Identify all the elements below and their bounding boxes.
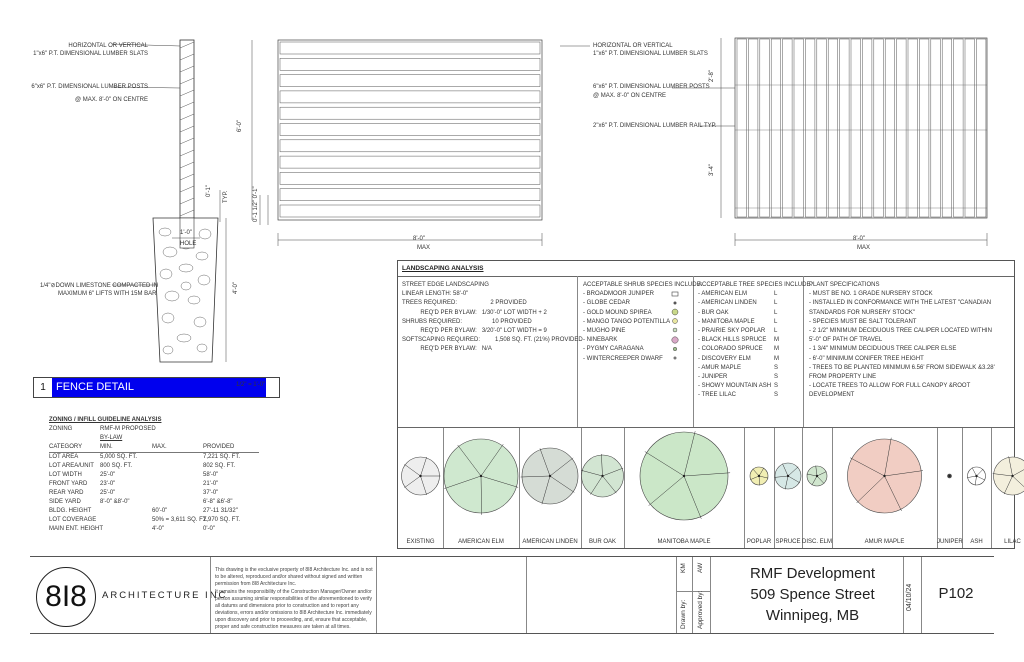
- shrub-item: - PYGMY CARAGANA: [583, 346, 644, 353]
- tree-species-name: - BUR OAK: [698, 309, 729, 316]
- dim-hole: 1'-0": [180, 230, 192, 236]
- tree-species-size: M: [774, 346, 779, 353]
- tree-canopy-icon: [624, 428, 744, 528]
- project-city: Winnipeg, MB: [765, 607, 860, 624]
- tree-symbol-cell: [802, 428, 833, 548]
- fence-note-limestone-2: MAXIMUM 6" LIFTS WITH 15M BAR: [58, 291, 157, 297]
- street-line: STREET EDGE LANDSCAPING: [402, 282, 489, 288]
- street-line: SHRUBS REQUIRED: 10 PROVIDED: [402, 318, 532, 325]
- tree-symbol-label: EXISTING: [406, 539, 435, 545]
- zoning-cell: 7,221 SQ. FT.: [203, 454, 241, 460]
- rnote-rail: 2"x6" P.T. DIMENSIONAL LUMBER RAIL TYP.: [593, 123, 717, 129]
- tree-species-item: [698, 299, 812, 308]
- zoning-cell: 6'-8" &6'-8": [203, 499, 233, 505]
- zoning-cell: BLDG. HEIGHT: [49, 508, 92, 514]
- zoning-cell: 5,000 SQ. FT.: [100, 454, 138, 460]
- detail-number: 1: [40, 382, 46, 393]
- detail-title: FENCE DETAIL: [52, 378, 266, 397]
- tree-symbol-label: MANITOBA MAPLE: [657, 539, 711, 545]
- tree-symbol-cell: [744, 428, 775, 548]
- tree-species-item: [698, 336, 812, 345]
- approved-by-value: AW: [697, 562, 704, 573]
- fence-note-limestone-1: 1/4"⊘DOWN LIMESTONE COMPACTED IN: [40, 283, 158, 289]
- zoning-cell: 60'-0": [152, 508, 168, 514]
- zoning-cell: 2,970 SQ. FT.: [203, 517, 241, 523]
- zoning-row: [49, 516, 259, 525]
- detail-scale: 1/2" = 1'-0": [236, 382, 266, 388]
- dim-slat-gap: 0'-1": [206, 185, 212, 197]
- street-line: REQ'D PER BYLAW: N/A: [402, 346, 492, 353]
- zoning-row: [49, 498, 259, 507]
- disclaimer-ownership: This drawing is the exclusive property of 8I8 Architecture Inc. and is not to be altered, reproduced and/or shared without signed and written permission from 8I8 Architecture Inc.: [215, 567, 373, 587]
- tree-canopy-icon: [744, 428, 774, 528]
- tree-canopy-icon: [519, 428, 581, 528]
- tree-species-item: [698, 290, 812, 299]
- landscaping-analysis-panel: [397, 260, 1021, 549]
- tree-species-size: L: [774, 328, 778, 335]
- tree-species-name: - AMERICAN ELM: [698, 291, 748, 298]
- spec-line: DEVELOPMENT: [809, 392, 855, 399]
- tree-species-item: [698, 345, 812, 354]
- tree-species-size: S: [774, 364, 779, 371]
- dim-width-1: 8'-0": [413, 236, 425, 242]
- landscaping-title: LANDSCAPING ANALYSIS: [402, 265, 484, 272]
- zoning-cell: LOT WIDTH: [49, 472, 82, 478]
- zoning-cell: LOT AREA: [49, 454, 79, 460]
- dim-width-2: 8'-0": [853, 236, 865, 242]
- approved-by-label: Approved by:: [697, 590, 704, 629]
- tree-species-item: [698, 318, 812, 327]
- tree-symbol-cell: [398, 428, 444, 548]
- zoning-row: [49, 525, 259, 534]
- spec-line: - LOCATE TREES TO ALLOW FOR FULL CANOPY &ROOT: [809, 383, 971, 390]
- tree-header: ACCEPTABLE TREE SPECIES INCLUDE:: [698, 282, 813, 288]
- spec-line: FROM PROPERTY LINE: [809, 374, 877, 381]
- tree-symbol-label: LILAC: [1004, 539, 1021, 545]
- tree-symbol-cell: [937, 428, 963, 548]
- tree-canopy-icon: [937, 428, 962, 528]
- dim-rail-bottom: 3'-4": [709, 164, 715, 176]
- zoning-cell: LOT COVERAGE: [49, 517, 97, 523]
- tree-symbol-cell: [519, 428, 582, 548]
- fence-note-posts-1: 6"x6" P.T. DIMENSIONAL LUMBER POSTS: [31, 84, 148, 90]
- tree-symbol-cell: [832, 428, 938, 548]
- plant-spec-column: [809, 281, 995, 428]
- fence-note-posts-2: @ MAX. 8'-0" ON CENTRE: [74, 97, 148, 103]
- zoning-cell: SIDE YARD: [49, 499, 81, 505]
- zoning-cell: 802 SQ. FT.: [203, 463, 236, 469]
- rnote-posts-2: @ MAX. 8'-0" ON CENTRE: [593, 93, 667, 99]
- spec-line: STANDARDS FOR NURSERY STOCK": [809, 309, 916, 316]
- dim-hole-label: HOLE: [180, 241, 197, 247]
- street-line: REQ'D PER BYLAW: 3/20'-0" LOT WIDTH = 9: [402, 328, 547, 335]
- dim-max-1: MAX: [417, 245, 431, 251]
- street-line: SOFTSCAPING REQUIRED: 1,508 SQ. FT. (21%) PROVIDED: [402, 337, 583, 344]
- street-line: LINEAR LENGTH: 58'-0": [402, 291, 469, 298]
- tree-species-item: [698, 327, 812, 336]
- tree-canopy-icon: [774, 428, 802, 528]
- tree-species-item: [698, 391, 812, 400]
- rnote-posts-1: 6"x6" P.T. DIMENSIONAL LUMBER POSTS: [593, 84, 710, 90]
- tree-species-size: L: [774, 318, 778, 325]
- shrub-item: - WINTERCREEPER DWARF: [583, 355, 663, 362]
- tree-symbol-label: AMUR MAPLE: [864, 539, 905, 545]
- tree-symbol-label: AMERICAN ELM: [458, 539, 504, 545]
- issue-date: 04/10/24: [906, 583, 913, 611]
- spec-line: - TREES TO BE PLANTED MINIMUM 6.56' FROM SIDEWALK &3.28': [809, 364, 995, 371]
- tree-symbol-cell: [991, 428, 1024, 548]
- tree-canopy-icon: [991, 428, 1024, 528]
- tree-species-name: - AMERICAN LINDEN: [698, 300, 757, 307]
- tree-canopy-icon: [581, 428, 624, 528]
- tree-species-size: S: [774, 392, 779, 399]
- tree-species-name: - BLACK HILLS SPRUCE: [698, 337, 767, 344]
- zoning-cell: 23'-0": [100, 481, 116, 487]
- tree-species-item: [698, 309, 812, 318]
- title-block: [30, 556, 994, 634]
- tree-symbol-label: BUR OAK: [588, 539, 616, 545]
- zoning-cell: 8'-0" &8'-0": [100, 499, 130, 505]
- zoning-label: ZONING: [49, 426, 73, 432]
- zoning-cell: LOT AREA/UNIT: [49, 463, 94, 469]
- spec-line: - 6'-0" MINIMUM CONIFER TREE HEIGHT: [809, 355, 924, 362]
- spec-line: 5'-0" OF PATH OF TRAVEL: [809, 337, 883, 344]
- firm-logo: 8I8: [36, 567, 96, 627]
- tree-species-item: [698, 364, 812, 373]
- tree-species-item: [698, 382, 812, 391]
- zoning-cell: 58'-0": [203, 472, 219, 478]
- tree-symbol-label: JUNIPER: [937, 539, 963, 545]
- zoning-row: [49, 471, 259, 480]
- zoning-cell: FRONT YARD: [49, 481, 88, 487]
- fence-note-slats-1: HORIZONTAL OR VERTICAL: [68, 43, 148, 49]
- fence-elevation-horizontal: [240, 30, 560, 260]
- col-header-provided: PROVIDED: [203, 444, 235, 450]
- tree-symbol-cell: [443, 428, 520, 548]
- shrub-header: ACCEPTABLE SHRUB SPECIES INCLUDE:: [583, 282, 703, 288]
- project-name: RMF Development: [749, 565, 876, 582]
- street-line: TREES REQUIRED: 2 PROVIDED: [402, 300, 527, 307]
- zoning-row: [49, 507, 259, 516]
- tree-symbol-label: DISC. ELM: [802, 539, 833, 545]
- tree-symbol-row: [398, 427, 1021, 548]
- zoning-cell: 25'-0": [100, 490, 116, 496]
- spec-header: PLANT SPECIFICATIONS: [809, 282, 880, 288]
- tree-species-item: [698, 355, 812, 364]
- tree-canopy-icon: [832, 428, 937, 528]
- dim-slat-spacing: 0'-1 1/2" 0'-1": [253, 186, 259, 222]
- shrub-column: [583, 281, 702, 428]
- fence-note-slats-2: 1"x6" P.T. DIMENSIONAL LUMBER SLATS: [33, 51, 148, 57]
- shrub-symbols: [670, 291, 684, 361]
- tree-species-size: S: [774, 383, 779, 390]
- street-line: REQ'D PER BYLAW: 1/30'-0" LOT WIDTH + 2: [402, 309, 547, 316]
- zoning-title: ZONING / INFILL GUIDELINE ANALYSIS: [49, 417, 162, 423]
- tree-species-size: L: [774, 300, 778, 307]
- zoning-cell: 37'-0": [203, 490, 219, 496]
- tree-species-size: L: [774, 291, 778, 298]
- tree-species-size: L: [774, 309, 778, 316]
- shrub-item: - MUGHO PINE: [583, 328, 626, 335]
- project-info: [720, 563, 905, 626]
- bylaw-label: BY-LAW: [100, 435, 123, 441]
- spec-line: - SPECIES MUST BE SALT TOLERANT: [809, 318, 917, 325]
- zoning-cell: 50% = 3,611 SQ. FT.: [152, 517, 208, 523]
- tree-symbol-label: AMERICAN LINDEN: [522, 539, 578, 545]
- tree-species-name: - AMUR MAPLE: [698, 364, 742, 371]
- tree-species-size: M: [774, 355, 779, 362]
- tree-symbol-label: ASH: [970, 539, 983, 545]
- dim-typ: TYP.: [223, 190, 229, 203]
- fence-elevation-vertical: [715, 30, 995, 260]
- tree-species-name: - PRAIRIE SKY POPLAR: [698, 328, 766, 335]
- tree-symbol-cell: [962, 428, 992, 548]
- tree-canopy-icon: [443, 428, 519, 528]
- zoning-cell: 25'-0": [100, 472, 116, 478]
- tree-species-name: - JUNIPER: [698, 374, 728, 381]
- street-edge-column: [402, 281, 583, 428]
- zoning-analysis: [49, 416, 259, 534]
- tree-species-size: S: [774, 374, 779, 381]
- tree-species-size: M: [774, 337, 779, 344]
- tree-species-name: - TREE LILAC: [698, 392, 736, 399]
- zoning-row: [49, 489, 259, 498]
- shrub-item: - GLOBE CEDAR: [583, 300, 631, 307]
- disclaimer-responsibility: It remains the responsibility of the Construction Manager/Owner and/or person assuming similar responsibilities of the aforementioned to verify all datums and dimensions prior to construction and to report any deviations, errors and/or omissions to 8I8 Architecture Inc. immediately upon discovery and prior to proceeding, and, ensure that acceptable, proper and safe construction measures are taken at all times.: [215, 589, 373, 630]
- zoning-value: RMF-M PROPOSED: [100, 426, 156, 432]
- rnote-slats-1: HORIZONTAL OR VERTICAL: [593, 43, 673, 49]
- zoning-row: [49, 453, 259, 462]
- tree-symbol-cell: [624, 428, 745, 548]
- shrub-item: - BROADMOOR JUNIPER: [583, 291, 655, 298]
- tree-species-name: - MANITOBA MAPLE: [698, 318, 755, 325]
- tree-column: [698, 281, 812, 428]
- tree-symbol-label: POPLAR: [746, 539, 772, 545]
- dim-max-2: MAX: [857, 245, 871, 251]
- spec-line: - 2 1/2" MINIMUM DECIDUOUS TREE CALIPER LOCATED WITHIN: [809, 328, 992, 335]
- tree-species-item: [698, 373, 812, 382]
- col-header-category: CATEGORY: [49, 444, 83, 450]
- zoning-row: [49, 480, 259, 489]
- zoning-cell: MAIN ENT. HEIGHT: [49, 526, 104, 532]
- dim-rail-top: 2'-8": [709, 70, 715, 82]
- zoning-cell: REAR YARD: [49, 490, 84, 496]
- zoning-cell: 0'-0": [203, 526, 215, 532]
- zoning-cell: 4'-0": [152, 526, 164, 532]
- spec-line: - 1 3/4" MINIMUM DECIDUOUS TREE CALIPER ELSE: [809, 346, 957, 353]
- dim-depth: 4'-0": [233, 282, 239, 294]
- right-note-leaders: [560, 40, 740, 140]
- drawn-by-label: Drawn by:: [680, 599, 687, 629]
- zoning-cell: 27'-11 31/32": [203, 508, 238, 514]
- zoning-cell: 21'-0": [203, 481, 219, 487]
- firm-name: ARCHITECTURE INC: [102, 590, 228, 601]
- tree-canopy-icon: [802, 428, 832, 528]
- tree-symbol-label: SPRUCE: [775, 539, 801, 545]
- spec-line: - INSTALLED IN CONFORMANCE WITH THE LATEST "CANADIAN: [809, 300, 992, 307]
- sheet-number: P102: [938, 585, 974, 602]
- zoning-cell: 800 SQ. FT.: [100, 463, 133, 469]
- spec-line: - MUST BE NO. 1 GRADE NURSERY STOCK: [809, 291, 933, 298]
- dim-fence-height: 6'-0": [237, 120, 243, 132]
- tree-species-name: - SHOWY MOUNTAIN ASH: [698, 383, 772, 390]
- tree-symbol-cell: [581, 428, 625, 548]
- shrub-item: - NINEBARK: [583, 337, 618, 344]
- project-address: 509 Spence Street: [750, 586, 875, 603]
- tree-symbol-cell: [774, 428, 803, 548]
- rnote-slats-2: 1"x6" P.T. DIMENSIONAL LUMBER SLATS: [593, 51, 708, 57]
- drawn-by-value: KM: [680, 563, 687, 573]
- col-header-max: MAX.: [152, 444, 167, 450]
- tree-species-name: - DISCOVERY ELM: [698, 355, 751, 362]
- tree-species-name: - COLORADO SPRUCE: [698, 346, 763, 353]
- tree-canopy-icon: [398, 428, 443, 528]
- tree-canopy-icon: [962, 428, 991, 528]
- shrub-item: - MANGO TANGO POTENTILLA: [583, 318, 671, 325]
- zoning-row: [49, 462, 259, 471]
- col-header-min: MIN.: [100, 444, 113, 450]
- shrub-item: - GOLD MOUND SPIREA: [583, 309, 652, 316]
